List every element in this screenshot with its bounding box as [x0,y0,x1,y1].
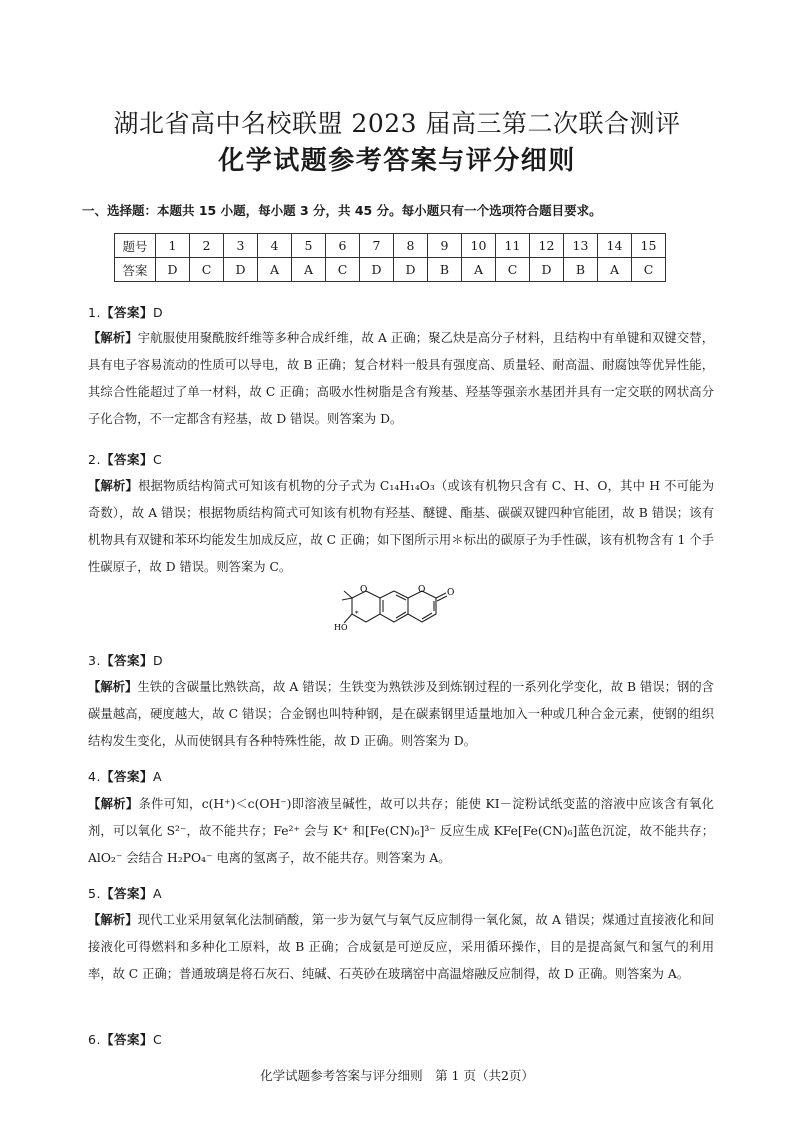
table-cell: 10 [462,234,496,258]
table-cell: 6 [326,234,360,258]
atom-label-o: O [360,585,368,595]
question-answer: 5.【答案】A [88,886,163,901]
question-answer: 3.【答案】D [88,653,164,668]
atom-label-o: O [447,588,455,598]
page-subtitle: 化学试题参考答案与评分细则 [218,146,576,176]
question-answer: 4.【答案】A [88,769,163,784]
table-cell: 12 [530,234,564,258]
table-cell: A [598,258,632,282]
atom-label-ho: HO [334,623,348,632]
page-title: 湖北省高中名校联盟 2023 届高三第二次联合测评 [113,109,681,138]
table-cell: 14 [598,234,632,258]
chiral-star-mark: * [355,610,359,618]
table-cell: 3 [224,234,258,258]
section-heading: 一、选择题：本题共 15 小题，每小题 3 分，共 45 分。每小题只有一个选项符合题目要求。 [82,203,602,218]
table-cell: 2 [190,234,224,258]
table-row-numbers [115,234,666,258]
table-cell: D [224,258,258,282]
table-cell: B [564,258,598,282]
page-footer: 化学试题参考答案与评分细则 第 1 页（共2页） [260,1068,534,1083]
table-cell: A [462,258,496,282]
table-cell: D [394,258,428,282]
table-cell: C [496,258,530,282]
table-cell: A [292,258,326,282]
table-cell: D [156,258,190,282]
table-row-answers [115,258,666,282]
question-explanation: 【解析】现代工业采用氨氧化法制硝酸，第一步为氨气与氧气反应制得一氧化氮，故 A 错误；煤通过直接液化和间接液化可得燃料和多种化工原料，故 B 正确；合成氨是可逆反应，采用循环操作，目的是提高氮气和氢气的利用率，故 C 正确；普通玻璃是将石灰石、纯碱、石英砂在玻璃窑中高温熔融反应制得，故 D 正确。则答案为 A。 [88,913,714,981]
table-header-cell: 答案 [115,258,156,282]
question-explanation: 【解析】根据物质结构简式可知该有机物的分子式为 C₁₄H₁₄O₃（或该有机物只含有 C、H、O，其中 H 不可能为奇数），故 A 错误；根据物质结构简式可知该有机物有羟基、醚键、酯基、碳碳双键四种官能团，故 B 错误；该有机物具有双键和苯环均能发生加成反应，故 C 正确；如下图所示用＊标出的碳原子为手性碳，该有机物含有 1 个手性碳原子，故 D 错误。则答案为 C。 [88,479,714,574]
question-explanation: 【解析】条件可知，c(H⁺)＜c(OH⁻)即溶液呈碱性，故可以共存；能使 KI－淀粉试纸变蓝的溶液中应该含有氧化剂，可以氧化 S²⁻，故不能共存；Fe²⁺ 会与 K⁺ 和[Fe(CN)₆]³⁻ 反应生成 KFe[Fe(CN)₆]蓝色沉淀，故不能共存；AlO₂⁻ 会结合 H₂PO₄⁻ 电离的氢离子，故不能共存。则答案为 A。 [88,797,714,865]
molecule-structure-diagram [336,583,464,643]
table-cell: B [428,258,462,282]
answer-table [114,233,666,282]
table-cell: 1 [156,234,190,258]
table-cell: 7 [360,234,394,258]
question-answer: 1.【答案】D [88,305,164,320]
question-answer: 6.【答案】C [88,1032,163,1047]
question-explanation: 【解析】宇航服使用聚酰胺纤维等多种合成纤维，故 A 正确；聚乙炔是高分子材料，且结构中有单键和双键交替，具有电子容易流动的性质可以导电，故 B 正确；复合材料一般具有强度高、质量轻、耐高温、耐腐蚀等优异性能，其综合性能超过了单一材料，故 C 正确；高吸水性树脂是含有羧基、羟基等强亲水基团并具有一定交联的网状高分子化合物，不一定都含有羟基，故 D 错误。则答案为 D。 [88,331,714,426]
table-cell: C [632,258,666,282]
table-cell: 8 [394,234,428,258]
table-cell: C [326,258,360,282]
table-cell: 11 [496,234,530,258]
table-cell: 13 [564,234,598,258]
table-cell: 4 [258,234,292,258]
table-cell: D [360,258,394,282]
table-cell: C [190,258,224,282]
atom-label-o: O [418,585,426,595]
table-cell: A [258,258,292,282]
table-cell: 9 [428,234,462,258]
question-explanation: 【解析】生铁的含碳量比熟铁高，故 A 错误；生铁变为熟铁涉及到炼钢过程的一系列化学变化，故 B 错误；钢的含碳量越高，硬度越大，故 C 错误；合金钢也叫特种钢，是在碳素钢里适量地加入一种或几种合金元素，使钢的组织结构发生变化，从而使钢具有各种特殊性能，故 D 正确。则答案为 D。 [88,680,714,748]
table-header-cell: 题号 [115,234,156,258]
table-cell: 15 [632,234,666,258]
table-cell: D [530,258,564,282]
table-cell: 5 [292,234,326,258]
question-answer: 2.【答案】C [88,452,163,467]
